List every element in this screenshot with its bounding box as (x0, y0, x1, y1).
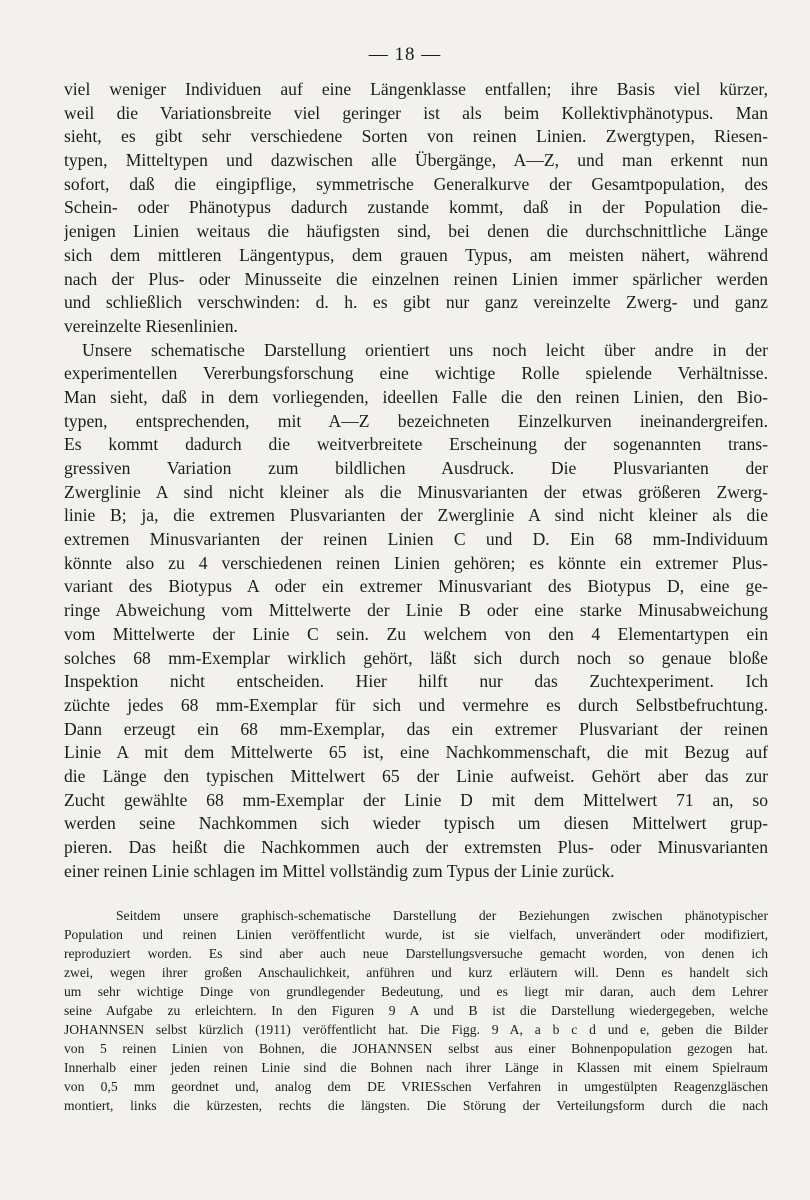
text-line: pieren. Das heißt die Nachkommen auch der extremsten Plus- oder Minusvarianten (64, 837, 768, 857)
footnote-line: JOHANNSEN selbst kürzlich (1911) veröffentlicht hat. Die Figg. 9 A, a b c d und e, geben die Bilder (64, 1022, 768, 1037)
footnote-line: Population und reinen Linien veröffentlicht wurde, ist sie vielfach, unverändert oder modifiziert, (64, 927, 768, 942)
text-line: Man sieht, daß in dem vorliegenden, ideellen Falle die den reinen Linien, den Bio- (64, 386, 768, 407)
footnote-line: reproduziert worden. Es sind aber auch neue Darstellungsversuche gemacht worden, von denen ich (64, 946, 768, 961)
footnote-line: Seitdem unsere graphisch-schematische Darstellung der Beziehungen zwischen phänotypischer (116, 908, 768, 923)
footnote-line: zwei, wegen ihrer großen Anschaulichkeit, anführen und kurz erläutern will. Denn es handelt sich (64, 965, 768, 980)
text-line: Schein- oder Phänotypus dadurch zustande kommt, daß in der Population die- (64, 197, 768, 218)
text-line: einer reinen Linie schlagen im Mittel vollständig zum Typus der Linie zurück. (64, 860, 615, 881)
text-line: solches 68 mm-Exemplar wirklich gehört, läßt sich durch noch so genaue bloße (64, 647, 768, 668)
footnote-line: montiert, links die kürzesten, rechts die längsten. Die Störung der Verteilungsform durch die nach (64, 1098, 768, 1113)
text-line: sich dem mittleren Längentypus, dem grauen Typus, am meisten nähert, während (64, 244, 768, 265)
text-line: ringe Abweichung vom Mittelwerte der Linie B oder eine starke Minusabweichung (64, 600, 768, 621)
text-line: experimentellen Vererbungsforschung eine wichtige Rolle spielende Verhältnisse. (64, 363, 768, 384)
text-line: sofort, daß die eingipflige, symmetrische Generalkurve der Gesamtpopulation, des (64, 173, 768, 194)
text-line: gressiven Variation zum bildlichen Ausdruck. Die Plusvarianten der (64, 458, 768, 478)
text-line: werden seine Nachkommen sich wieder typisch um diesen Mittelwert grup- (64, 813, 768, 834)
text-line: typen, entsprechenden, mit A—Z bezeichneten Einzelkurven ineinandergreifen. (64, 410, 768, 431)
text-line: variant des Biotypus A oder ein extremer Minusvariant des Biotypus D, eine ge- (64, 576, 768, 597)
footnote-line: Innerhalb einer jeden reinen Linie sind die Bohnen nach ihrer Länge in Klassen mit einem Spielraum (64, 1060, 768, 1075)
text-line: züchte jedes 68 mm-Exemplar für sich und vermehre es durch Selbstbefruchtung. (64, 694, 768, 715)
footnote-line: um sehr wichtige Dinge von grundlegender Bedeutung, und es liegt mir daran, auch dem Lehrer (64, 984, 768, 999)
text-line: Es kommt dadurch die weitverbreitete Erscheinung der sogenannten trans- (64, 434, 768, 455)
footnote-line: von 5 reinen Linien von Bohnen, die JOHANNSEN selbst aus einer Bohnenpopulation gezogen hat. (64, 1041, 768, 1056)
footnote-text (64, 906, 768, 1115)
text-line: nach der Plus- oder Minusseite die einzelnen reinen Linien immer spärlicher werden (64, 268, 768, 289)
text-line: Linie A mit dem Mittelwerte 65 ist, eine Nachkommenschaft, die mit Bezug auf (64, 742, 768, 763)
text-line: viel weniger Individuen auf eine Längenklasse entfallen; ihre Basis viel kürzer, (64, 79, 768, 99)
text-line: vom Mittelwerte der Linie C sein. Zu welchem von den 4 Elementartypen ein (64, 623, 768, 644)
text-line: typen, Mitteltypen und dazwischen alle Übergänge, A—Z, und man erkennt nun (64, 150, 768, 171)
text-line: und schließlich verschwinden: d. h. es gibt nur ganz vereinzelte Zwerg- und ganz (64, 292, 768, 313)
text-line: sieht, es gibt sehr verschiedene Sorten von reinen Linien. Zwergtypen, Riesen- (64, 126, 768, 147)
main-text (64, 78, 768, 883)
text-line: Zucht gewählte 68 mm-Exemplar der Linie D mit dem Mittelwert 71 an, so (64, 789, 768, 810)
text-line: Unsere schematische Darstellung orientiert uns noch leicht über andre in der (82, 339, 768, 360)
page-number: — 18 — (368, 44, 442, 65)
text-line: extremen Minusvarianten der reinen Linien C und D. Ein 68 mm-Individuum (64, 529, 768, 550)
text-line: vereinzelte Riesenlinien. (64, 315, 238, 336)
footnote-line: seine Aufgabe zu erleichtern. In den Figuren 9 A und B ist die Darstellung wiedergegeben, welche (64, 1003, 768, 1018)
text-line: weil die Variationsbreite viel geringer ist als beim Kollektivphänotypus. Man (64, 102, 768, 123)
text-line: Inspektion nicht entscheiden. Hier hilft nur das Zuchtexperiment. Ich (64, 671, 768, 692)
text-line: die Länge den typischen Mittelwert 65 der Linie aufweist. Gehört aber das zur (64, 765, 768, 786)
footnote-line: von 0,5 mm geordnet und, analog dem DE VRIESschen Verfahren in umgestülpten Reagenzgläschen (64, 1079, 768, 1094)
text-line: jenigen Linien weitaus die häufigsten sind, bei denen die durchschnittliche Länge (64, 221, 768, 242)
text-line: linie B; ja, die extremen Plusvarianten der Zwerglinie A sind nicht kleiner als die (64, 505, 768, 526)
text-line: könnte also zu 4 verschiedenen reinen Linien gehören; es könnte ein extremer Plus- (64, 552, 768, 573)
text-line: Zwerglinie A sind nicht kleiner als die Minusvarianten der etwas größeren Zwerg- (64, 481, 768, 502)
text-line: Dann erzeugt ein 68 mm-Exemplar, das ein extremer Plusvariant der reinen (64, 718, 768, 739)
